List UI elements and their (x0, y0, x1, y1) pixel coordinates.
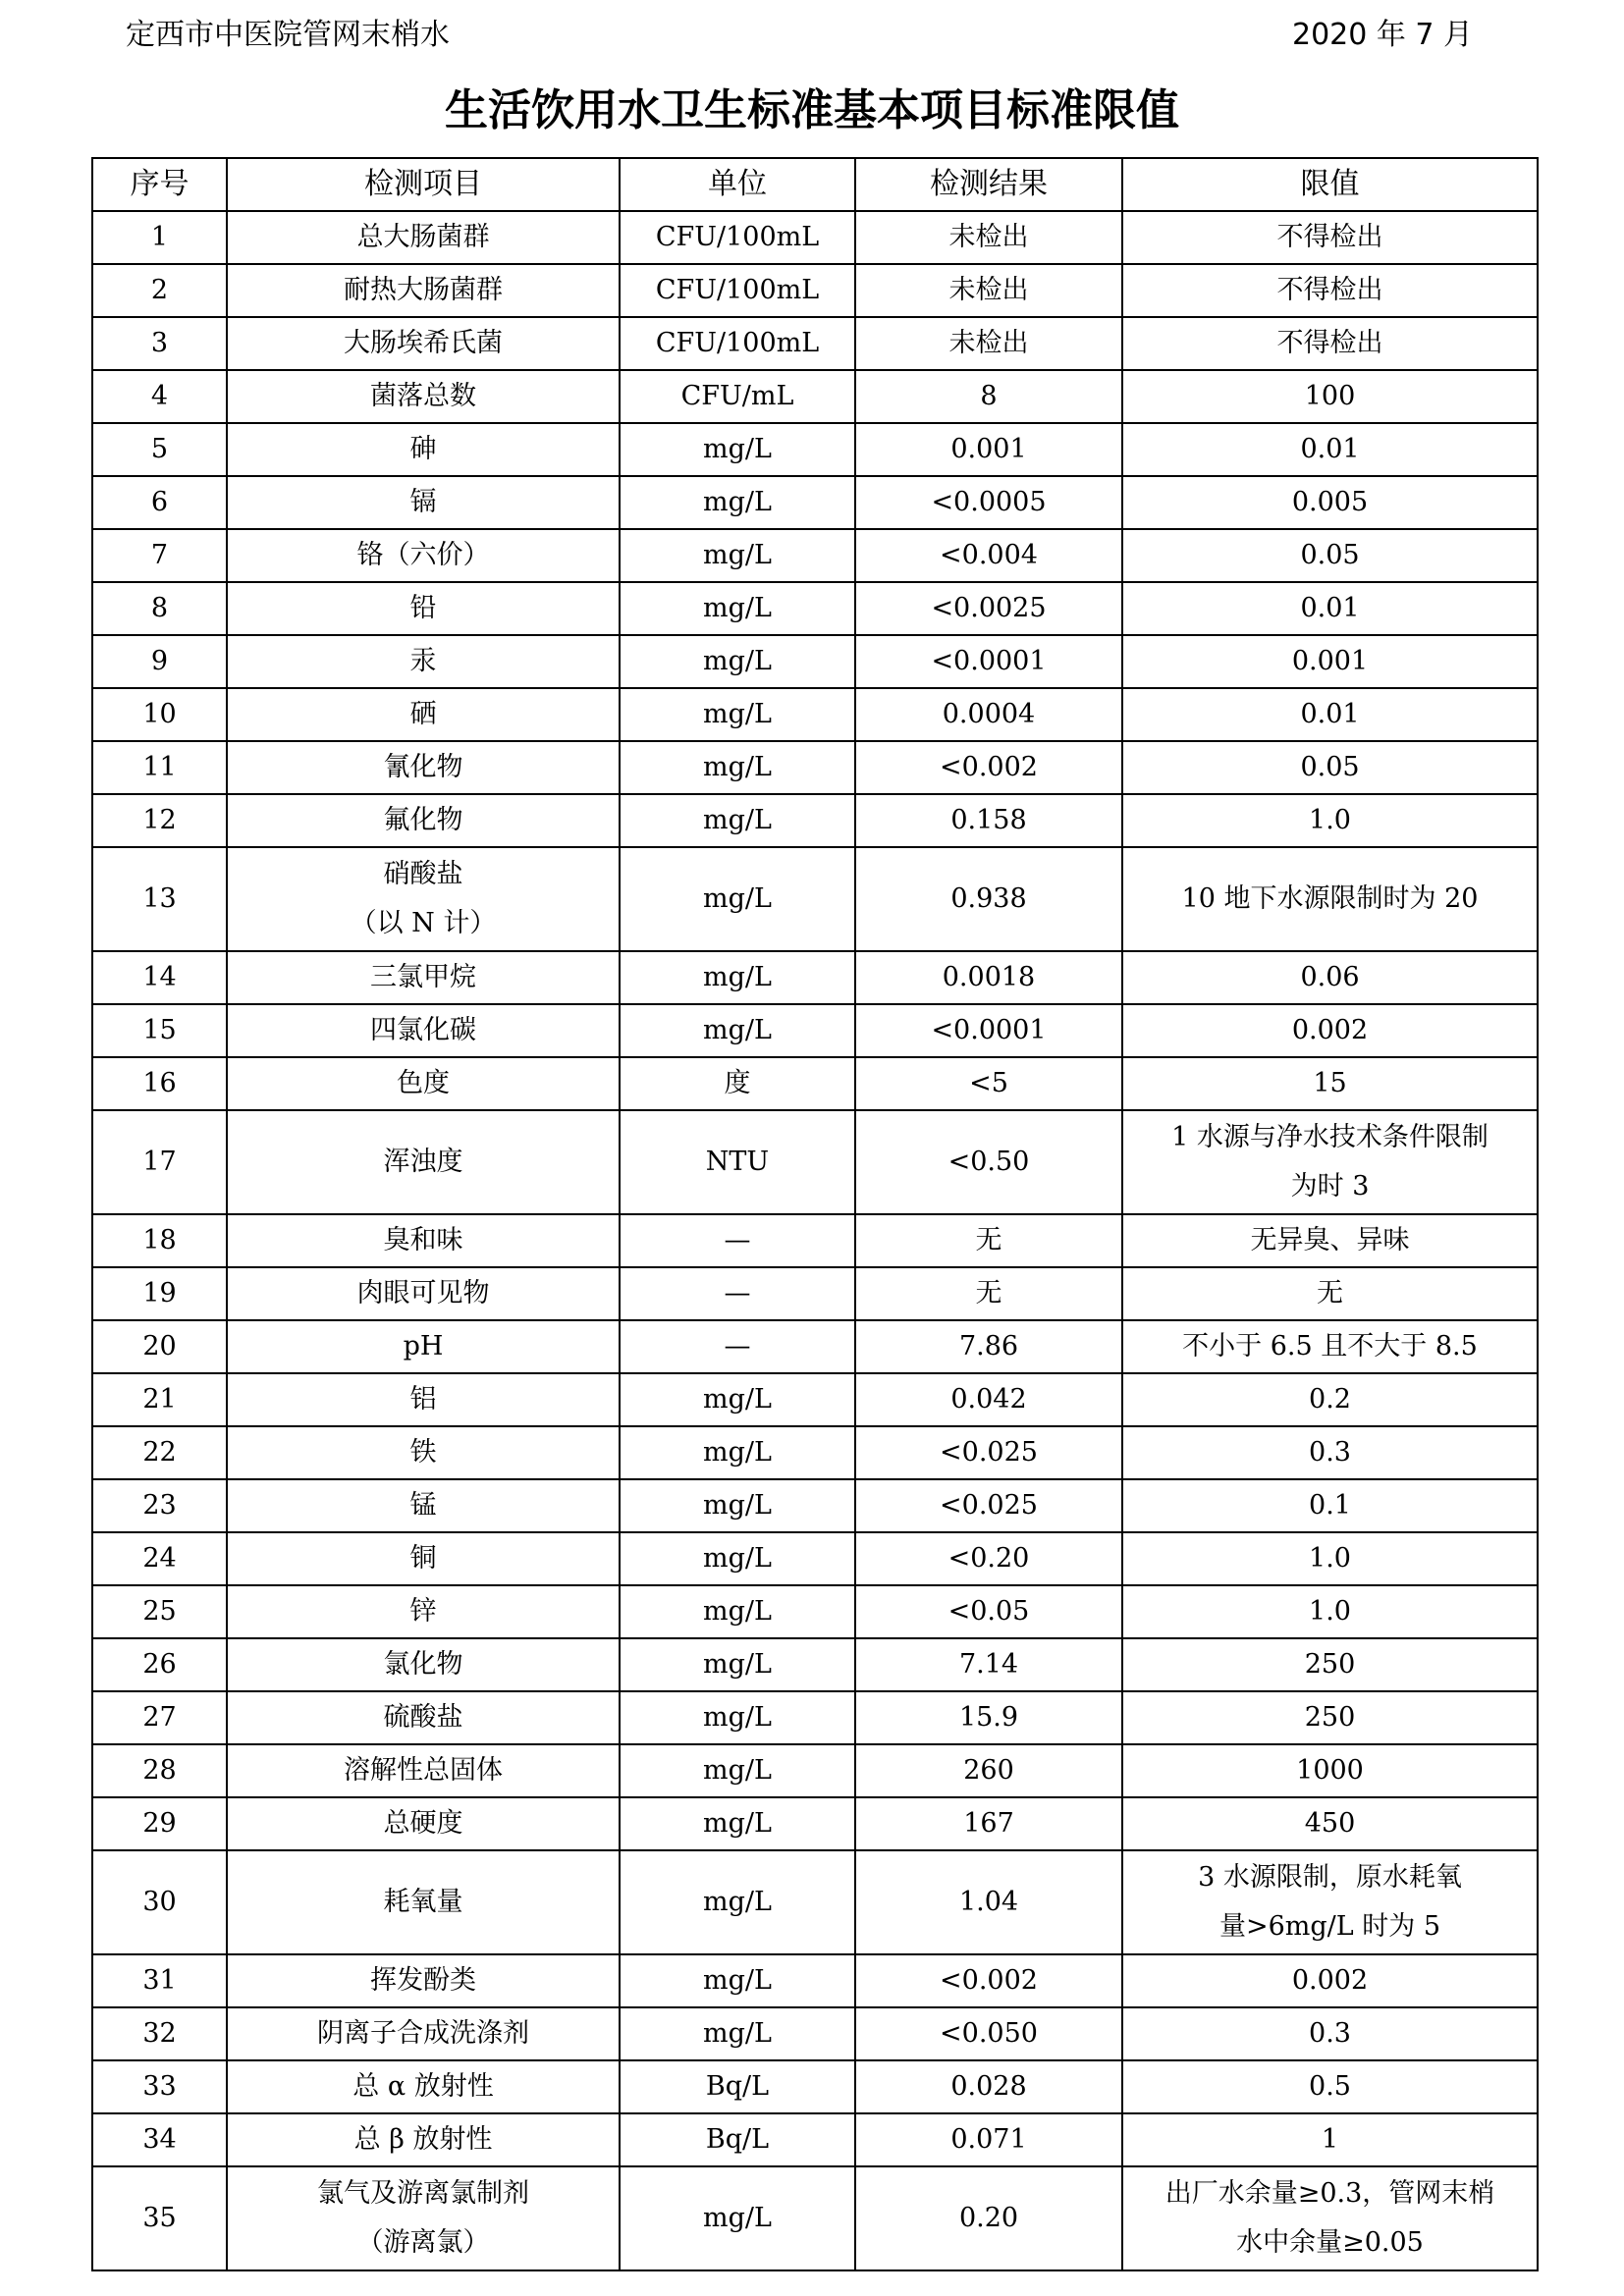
unit-cell: CFU/100mL (620, 317, 855, 370)
limit-value-line: 1 水源与净水技术条件限制 (1171, 1122, 1489, 1152)
unit-cell: mg/L (620, 2007, 855, 2060)
test-item-cell: 三氯甲烷 (227, 951, 620, 1004)
test-result-cell: <0.0001 (855, 1004, 1122, 1057)
unit-cell: — (620, 1267, 855, 1320)
unit-cell: CFU/100mL (620, 264, 855, 317)
unit-cell: mg/L (620, 794, 855, 847)
table-row (92, 1267, 1538, 1320)
table-row (92, 1691, 1538, 1744)
table-row (92, 211, 1538, 264)
table-row (92, 1214, 1538, 1267)
row-number-cell: 20 (92, 1320, 227, 1373)
test-result-cell: <5 (855, 1057, 1122, 1110)
test-result-cell: 7.86 (855, 1320, 1122, 1373)
row-number-cell: 24 (92, 1532, 227, 1585)
limit-value-cell: 0.06 (1122, 951, 1538, 1004)
test-item-cell: 大肠埃希氏菌 (227, 317, 620, 370)
limit-value-cell (1122, 1110, 1538, 1214)
limit-value-cell: 0.3 (1122, 2007, 1538, 2060)
test-item-cell (227, 847, 620, 951)
test-item-cell: 总 α 放射性 (227, 2060, 620, 2113)
test-result-cell: <0.025 (855, 1426, 1122, 1479)
unit-cell: mg/L (620, 1532, 855, 1585)
unit-cell: mg/L (620, 1373, 855, 1426)
table-row (92, 2007, 1538, 2060)
test-result-cell: 未检出 (855, 211, 1122, 264)
unit-cell: CFU/mL (620, 370, 855, 423)
row-number-cell: 19 (92, 1267, 227, 1320)
test-result-cell: 未检出 (855, 317, 1122, 370)
unit-cell: mg/L (620, 1585, 855, 1638)
table-row (92, 794, 1538, 847)
test-item-cell: pH (227, 1320, 620, 1373)
column-header-unit: 单位 (620, 158, 855, 211)
row-number-cell: 33 (92, 2060, 227, 2113)
row-number-cell: 32 (92, 2007, 227, 2060)
limit-value-cell: 100 (1122, 370, 1538, 423)
unit-cell: mg/L (620, 847, 855, 951)
limit-value-cell: 1.0 (1122, 1532, 1538, 1585)
limit-value-cell: 0.002 (1122, 1954, 1538, 2007)
table-row (92, 1797, 1538, 1850)
row-number-cell: 22 (92, 1426, 227, 1479)
test-result-cell: <0.50 (855, 1110, 1122, 1214)
unit-cell: CFU/100mL (620, 211, 855, 264)
column-header-limit: 限值 (1122, 158, 1538, 211)
table-body (92, 211, 1538, 2270)
limit-value-cell: 15 (1122, 1057, 1538, 1110)
row-number-cell: 7 (92, 529, 227, 582)
row-number-cell: 25 (92, 1585, 227, 1638)
test-result-cell: 0.071 (855, 2113, 1122, 2166)
test-item-line: 氯气及游离氯制剂 (317, 2178, 529, 2209)
test-item-cell: 耗氧量 (227, 1850, 620, 1954)
table-row (92, 582, 1538, 635)
row-number-cell: 27 (92, 1691, 227, 1744)
test-result-cell: 0.0004 (855, 688, 1122, 741)
limit-value-cell: 0.01 (1122, 688, 1538, 741)
table-row (92, 423, 1538, 476)
limit-value-cell: 不得检出 (1122, 317, 1538, 370)
row-number-cell: 17 (92, 1110, 227, 1214)
table-row (92, 951, 1538, 1004)
unit-cell: mg/L (620, 1426, 855, 1479)
limit-value-cell: 0.05 (1122, 741, 1538, 794)
limit-value-cell: 1 (1122, 2113, 1538, 2166)
test-item-cell (227, 2166, 620, 2270)
unit-cell: — (620, 1214, 855, 1267)
test-result-cell: 1.04 (855, 1850, 1122, 1954)
test-result-cell: 0.20 (855, 2166, 1122, 2270)
test-item-cell: 铁 (227, 1426, 620, 1479)
row-number-cell: 2 (92, 264, 227, 317)
row-number-cell: 28 (92, 1744, 227, 1797)
test-result-cell: 0.028 (855, 2060, 1122, 2113)
row-number-cell: 29 (92, 1797, 227, 1850)
unit-cell: mg/L (620, 582, 855, 635)
test-item-cell: 硒 (227, 688, 620, 741)
test-item-cell: 肉眼可见物 (227, 1267, 620, 1320)
limit-value-cell: 1.0 (1122, 794, 1538, 847)
table-row (92, 1850, 1538, 1954)
limit-value-cell (1122, 2166, 1538, 2270)
page-title: 生活饮用水卫生标准基本项目标准限值 (445, 85, 1179, 135)
test-result-cell: <0.025 (855, 1479, 1122, 1532)
test-result-cell: <0.050 (855, 2007, 1122, 2060)
test-item-cell: 色度 (227, 1057, 620, 1110)
test-item-cell: 铝 (227, 1373, 620, 1426)
table-row (92, 2113, 1538, 2166)
test-result-cell: 15.9 (855, 1691, 1122, 1744)
limit-value-cell: 无 (1122, 1267, 1538, 1320)
row-number-cell: 30 (92, 1850, 227, 1954)
table-row (92, 2060, 1538, 2113)
test-result-cell: 167 (855, 1797, 1122, 1850)
limit-value-cell (1122, 1850, 1538, 1954)
limit-value-cell: 250 (1122, 1691, 1538, 1744)
row-number-cell: 9 (92, 635, 227, 688)
test-item-cell: 镉 (227, 476, 620, 529)
limit-value-cell: 450 (1122, 1797, 1538, 1850)
row-number-cell: 1 (92, 211, 227, 264)
test-result-cell: <0.002 (855, 741, 1122, 794)
unit-cell: mg/L (620, 951, 855, 1004)
test-item-cell: 阴离子合成洗涤剂 (227, 2007, 620, 2060)
row-number-cell: 21 (92, 1373, 227, 1426)
unit-cell: mg/L (620, 529, 855, 582)
table-row (92, 1320, 1538, 1373)
test-result-cell: <0.20 (855, 1532, 1122, 1585)
standards-table (91, 157, 1539, 2271)
table-row (92, 2166, 1538, 2270)
row-number-cell: 23 (92, 1479, 227, 1532)
test-item-cell: 四氯化碳 (227, 1004, 620, 1057)
test-item-cell: 总大肠菌群 (227, 211, 620, 264)
table-row (92, 847, 1538, 951)
test-item-cell: 浑浊度 (227, 1110, 620, 1214)
table-row (92, 529, 1538, 582)
limit-value-cell: 0.5 (1122, 2060, 1538, 2113)
unit-cell: mg/L (620, 423, 855, 476)
limit-value-cell: 0.3 (1122, 1426, 1538, 1479)
unit-cell: mg/L (620, 1744, 855, 1797)
report-date: 2020 年 7 月 (1292, 18, 1474, 52)
limit-value-cell: 0.001 (1122, 635, 1538, 688)
test-result-cell: <0.004 (855, 529, 1122, 582)
unit-cell: mg/L (620, 1850, 855, 1954)
unit-cell: Bq/L (620, 2113, 855, 2166)
unit-cell: mg/L (620, 2166, 855, 2270)
row-number-cell: 5 (92, 423, 227, 476)
test-item-cell: 砷 (227, 423, 620, 476)
unit-cell: 度 (620, 1057, 855, 1110)
test-item-cell: 挥发酚类 (227, 1954, 620, 2007)
limit-value-cell: 0.01 (1122, 423, 1538, 476)
table-row (92, 264, 1538, 317)
table-row (92, 1426, 1538, 1479)
unit-cell: mg/L (620, 688, 855, 741)
test-result-cell: 0.042 (855, 1373, 1122, 1426)
test-item-cell: 铜 (227, 1532, 620, 1585)
test-result-cell: 8 (855, 370, 1122, 423)
limit-value-line: 3 水源限制，原水耗氧 (1198, 1862, 1462, 1893)
test-item-line: （游离氯） (356, 2227, 490, 2258)
unit-cell: mg/L (620, 476, 855, 529)
unit-cell: — (620, 1320, 855, 1373)
table-header-row (92, 158, 1538, 211)
unit-cell: mg/L (620, 1479, 855, 1532)
limit-value-cell: 0.01 (1122, 582, 1538, 635)
limit-value-line: 量>6mg/L 时为 5 (1218, 1911, 1441, 1942)
test-result-cell: 0.0018 (855, 951, 1122, 1004)
table-row (92, 1585, 1538, 1638)
table-row (92, 1744, 1538, 1797)
table-row (92, 1004, 1538, 1057)
limit-value-line: 出厂水余量≥0.3，管网末梢 (1164, 2178, 1495, 2209)
table-row (92, 741, 1538, 794)
test-item-cell: 臭和味 (227, 1214, 620, 1267)
test-result-cell: 7.14 (855, 1638, 1122, 1691)
limit-value-cell: 不小于 6.5 且不大于 8.5 (1122, 1320, 1538, 1373)
test-item-cell: 总硬度 (227, 1797, 620, 1850)
unit-cell: mg/L (620, 1004, 855, 1057)
test-item-cell: 汞 (227, 635, 620, 688)
test-item-cell: 氟化物 (227, 794, 620, 847)
row-number-cell: 14 (92, 951, 227, 1004)
row-number-cell: 8 (92, 582, 227, 635)
limit-value-cell: 1.0 (1122, 1585, 1538, 1638)
limit-value-cell: 无异臭、异味 (1122, 1214, 1538, 1267)
table-row (92, 317, 1538, 370)
table-row (92, 1638, 1538, 1691)
table-row (92, 370, 1538, 423)
limit-value-cell: 不得检出 (1122, 264, 1538, 317)
row-number-cell: 3 (92, 317, 227, 370)
test-item-cell: 耐热大肠菌群 (227, 264, 620, 317)
row-number-cell: 10 (92, 688, 227, 741)
test-result-cell: 0.158 (855, 794, 1122, 847)
column-header-item: 检测项目 (227, 158, 620, 211)
limit-value-cell: 0.2 (1122, 1373, 1538, 1426)
row-number-cell: 26 (92, 1638, 227, 1691)
test-result-cell: <0.002 (855, 1954, 1122, 2007)
unit-cell: mg/L (620, 635, 855, 688)
test-item-cell: 硫酸盐 (227, 1691, 620, 1744)
row-number-cell: 11 (92, 741, 227, 794)
report-source: 定西市中医院管网末梢水 (126, 18, 450, 52)
test-item-cell: 氯化物 (227, 1638, 620, 1691)
test-item-cell: 铬（六价） (227, 529, 620, 582)
limit-value-cell: 0.1 (1122, 1479, 1538, 1532)
test-item-cell: 溶解性总固体 (227, 1744, 620, 1797)
table-row (92, 635, 1538, 688)
table-row (92, 476, 1538, 529)
row-number-cell: 18 (92, 1214, 227, 1267)
test-result-cell: <0.05 (855, 1585, 1122, 1638)
limit-value-cell: 0.05 (1122, 529, 1538, 582)
row-number-cell: 6 (92, 476, 227, 529)
test-item-cell: 锌 (227, 1585, 620, 1638)
limit-value-cell: 0.002 (1122, 1004, 1538, 1057)
test-result-cell: <0.0005 (855, 476, 1122, 529)
table-row (92, 1479, 1538, 1532)
row-number-cell: 31 (92, 1954, 227, 2007)
row-number-cell: 34 (92, 2113, 227, 2166)
limit-value-cell: 1000 (1122, 1744, 1538, 1797)
limit-value-cell: 10 地下水源限制时为 20 (1122, 847, 1538, 951)
test-item-cell: 菌落总数 (227, 370, 620, 423)
table-row (92, 1532, 1538, 1585)
unit-cell: mg/L (620, 741, 855, 794)
column-header-no: 序号 (92, 158, 227, 211)
limit-value-cell: 250 (1122, 1638, 1538, 1691)
test-result-cell: <0.0001 (855, 635, 1122, 688)
row-number-cell: 35 (92, 2166, 227, 2270)
table-row (92, 1373, 1538, 1426)
table-row (92, 1954, 1538, 2007)
test-item-cell: 锰 (227, 1479, 620, 1532)
row-number-cell: 4 (92, 370, 227, 423)
unit-cell: mg/L (620, 1797, 855, 1850)
column-header-result: 检测结果 (855, 158, 1122, 211)
row-number-cell: 12 (92, 794, 227, 847)
table-row (92, 688, 1538, 741)
unit-cell: mg/L (620, 1638, 855, 1691)
table-row (92, 1057, 1538, 1110)
test-item-line: （以 N 计） (350, 908, 497, 938)
test-result-cell: <0.0025 (855, 582, 1122, 635)
test-result-cell: 无 (855, 1214, 1122, 1267)
test-item-cell: 铅 (227, 582, 620, 635)
table-row (92, 1110, 1538, 1214)
unit-cell: NTU (620, 1110, 855, 1214)
unit-cell: mg/L (620, 1954, 855, 2007)
row-number-cell: 13 (92, 847, 227, 951)
unit-cell: mg/L (620, 1691, 855, 1744)
test-result-cell: 0.938 (855, 847, 1122, 951)
limit-value-line: 为时 3 (1290, 1171, 1370, 1201)
test-item-cell: 氰化物 (227, 741, 620, 794)
test-result-cell: 未检出 (855, 264, 1122, 317)
test-result-cell: 无 (855, 1267, 1122, 1320)
row-number-cell: 16 (92, 1057, 227, 1110)
test-item-line: 硝酸盐 (383, 859, 463, 889)
unit-cell: Bq/L (620, 2060, 855, 2113)
limit-value-cell: 不得检出 (1122, 211, 1538, 264)
limit-value-cell: 0.005 (1122, 476, 1538, 529)
limit-value-line: 水中余量≥0.05 (1236, 2227, 1424, 2258)
test-result-cell: 0.001 (855, 423, 1122, 476)
test-result-cell: 260 (855, 1744, 1122, 1797)
test-item-cell: 总 β 放射性 (227, 2113, 620, 2166)
row-number-cell: 15 (92, 1004, 227, 1057)
